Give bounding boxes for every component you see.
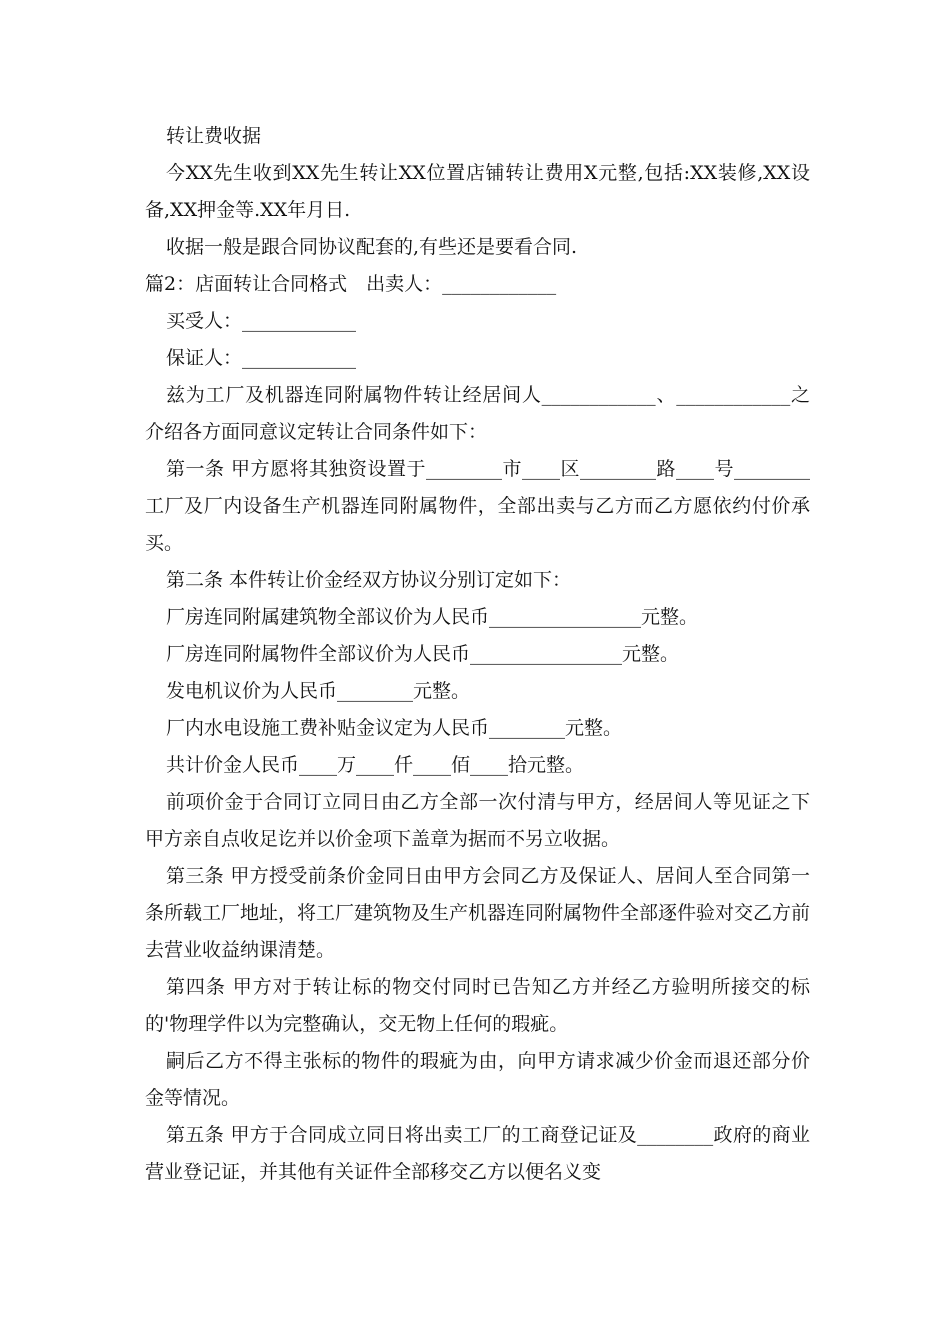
article-2: 第二条 本件转让价金经双方协议分别订定如下： (166, 569, 572, 591)
article-4-continued: 嗣后乙方不得主张标的物件的瑕疵为由，向甲方请求减少价金而退还部分价金等情况。 (145, 1050, 810, 1109)
receipt-body: 今XX先生收到XX先生转让XX位置店铺转让费用X元整,包括:XX装修,XX设备,XX押金等.XX年月日. (145, 162, 810, 221)
price-building: 厂房连同附属建筑物全部议价为人民币________________元整。 (166, 606, 699, 628)
price-utilities: 厂内水电设施工费补贴金议定为人民币________元整。 (166, 717, 623, 739)
article-5: 第五条 甲方于合同成立同日将出卖工厂的工商登记证及________政府的商业营业登记证，并其他有关证件全部移交乙方以便名义变 (145, 1124, 810, 1183)
price-fixtures: 厂房连同附属物件全部议价为人民币________________元整。 (166, 643, 680, 665)
article-1: 第一条 甲方愿将其独资设置于________市____区________路____号________工厂及厂内设备生产机器连同附属物件，全部出卖与乙方而乙方愿依约付价承买。 (145, 458, 810, 554)
price-generator: 发电机议价为人民币________元整。 (166, 680, 471, 702)
receipt-note: 收据一般是跟合同协议配套的,有些还是要看合同. (166, 236, 578, 258)
contract-intro: 兹为工厂及机器连同附属物件转让经居间人____________、____________之介绍各方面同意议定转让合同条件如下： (145, 384, 810, 443)
document-body (145, 118, 810, 1191)
guarantor-line: 保证人：____________ (166, 347, 357, 369)
price-total: 共计价金人民币____万____仟____佰____拾元整。 (166, 754, 585, 776)
buyer-line: 买受人：____________ (166, 310, 357, 332)
article-4: 第四条 甲方对于转让标的物交付同时已告知乙方并经乙方验明所接交的标的'物理学件以为完整确认，交无物上任何的瑕疵。 (145, 976, 810, 1035)
receipt-title: 转让费收据 (166, 125, 262, 147)
article-3: 第三条 甲方授受前条价金同日由甲方会同乙方及保证人、居间人至合同第一条所载工厂地址，将工厂建筑物及生产机器连同附属物件全部逐件验对交乙方前去营业收益纳课清楚。 (145, 865, 811, 961)
section-heading-seller: 篇2：店面转让合同格式 出卖人：____________ (145, 273, 557, 295)
payment-clause: 前项价金于合同订立同日由乙方全部一次付清与甲方，经居间人等见证之下甲方亲自点收足讫并以价金项下盖章为据而不另立收据。 (145, 791, 810, 850)
